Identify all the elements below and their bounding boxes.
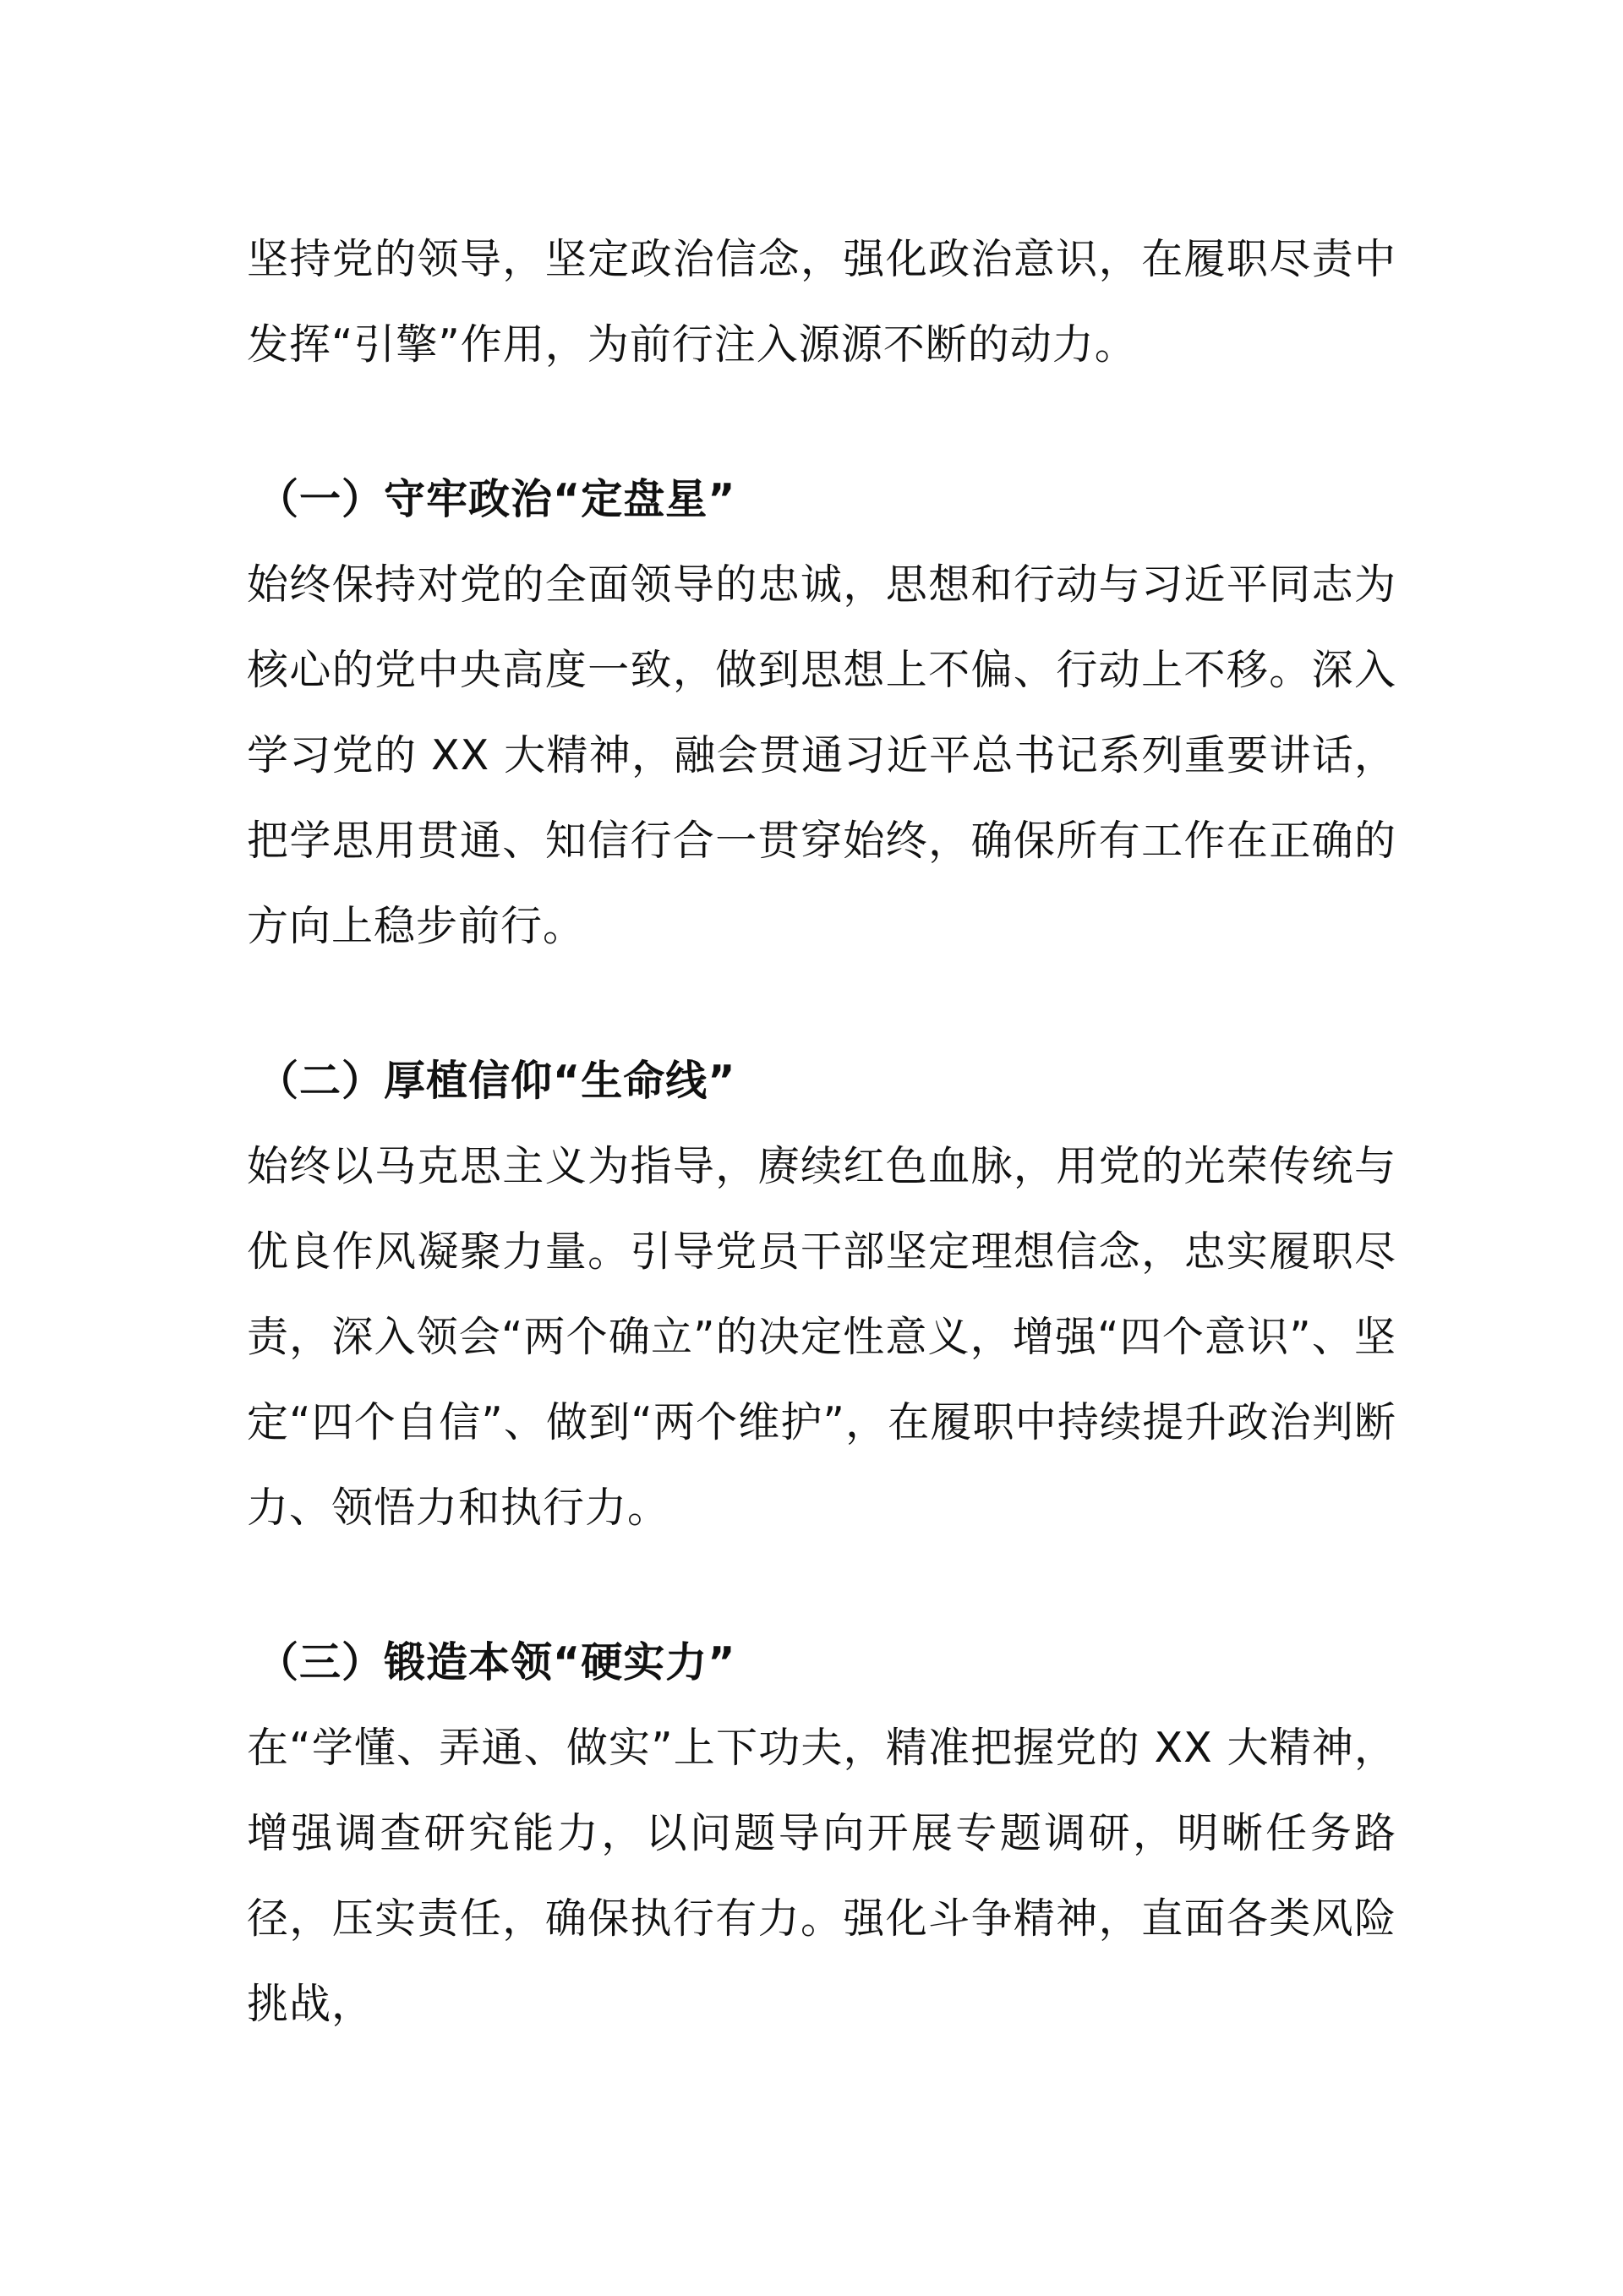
section-1-body: 始终保持对党的全面领导的忠诚，思想和行动与习近平同志为核心的党中央高度一致，做到思想上不偏、行动上不移。深入学习党的 XX 大精神，融会贯通习近平总书记系列重要讲话，把学思用贯通、知信行合一贯穿始终，确保所有工作在正确的方向上稳步前行。 [247,560,1396,950]
section-3-heading: （三）锻造本领“硬实力” [257,1638,736,1686]
section-2-heading: （二）厚植信仰“生命线” [257,1057,736,1105]
section-3 [247,1620,1396,2047]
section-2-body: 始终以马克思主义为指导，赓续红色血脉，用党的光荣传统与优良作风凝聚力量。引导党员干部坚定理想信念，忠实履职尽责，深入领会“两个确立”的决定性意义，增强“四个意识”、坚定“四个自信”、做到“两个维护”，在履职中持续提升政治判断力、领悟力和执行力。 [247,1142,1396,1532]
section-3-body: 在“学懂、弄通、做实”上下功夫，精准把握党的 XX 大精神，增强调查研究能力，以问题导向开展专题调研，明晰任务路径，压实责任，确保执行有力。强化斗争精神，直面各类风险挑战， [247,1724,1396,2028]
intro-paragraph: 坚持党的领导，坚定政治信念，强化政治意识，在履职尽责中发挥“引擎”作用，为前行注入源源不断的动力。 [247,235,1396,369]
section-1-heading: （一）守牢政治“定盘星” [257,475,736,523]
intro-paragraph-block [247,216,1396,387]
section-2 [247,1038,1396,1550]
section-1 [247,456,1396,969]
